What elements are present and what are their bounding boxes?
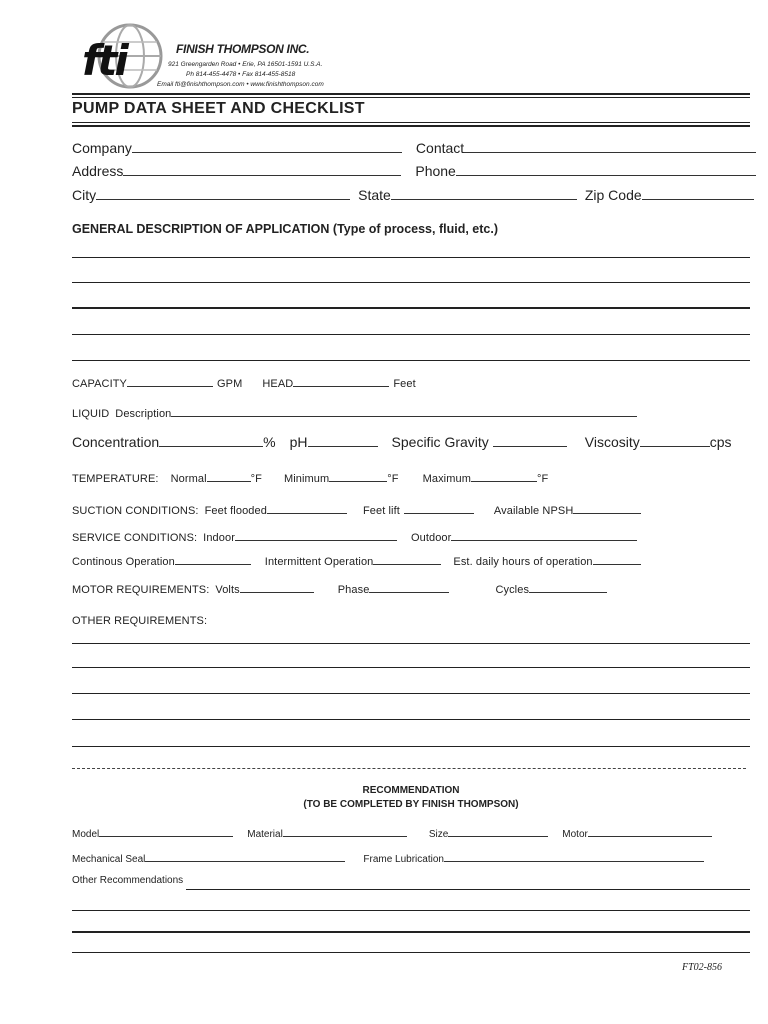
title-top-rule — [72, 93, 750, 95]
other-requirements-label: OTHER REQUIREMENTS: — [72, 615, 208, 627]
description-line-5[interactable] — [72, 360, 750, 361]
other-recommendations-line-3[interactable] — [72, 931, 750, 933]
seal-lubrication-row — [72, 851, 704, 865]
phase-field[interactable] — [369, 582, 449, 593]
description-line-1[interactable] — [72, 257, 750, 258]
other-requirements-line-4[interactable] — [72, 719, 750, 720]
intermittent-label: Intermittent Operation — [264, 556, 374, 569]
state-field[interactable] — [391, 186, 577, 200]
feet-lift-field[interactable] — [404, 503, 474, 514]
head-field[interactable] — [293, 376, 389, 387]
viscosity-field[interactable] — [640, 433, 710, 447]
operation-row — [72, 554, 641, 568]
zip-field[interactable] — [642, 186, 754, 200]
daily-hours-field[interactable] — [593, 554, 641, 565]
mechanical-seal-field[interactable] — [145, 851, 345, 862]
liquid-description-label: Description — [115, 408, 172, 421]
title-top-rule-thin — [72, 97, 750, 98]
other-recommendations-label: Other Recommendations — [72, 875, 184, 886]
address-label: Address — [72, 163, 124, 180]
other-recommendations-line-1[interactable] — [186, 889, 750, 890]
ph-field[interactable] — [308, 433, 378, 447]
liquid-properties-row — [72, 433, 750, 450]
temperature-label: TEMPERATURE: — [72, 473, 159, 486]
company-contact-row — [72, 139, 750, 156]
model-label: Model — [72, 828, 100, 840]
npsh-field[interactable] — [573, 503, 641, 514]
feet-flooded-field[interactable] — [267, 503, 347, 514]
normal-label: Normal — [170, 473, 207, 486]
model-field[interactable] — [99, 826, 233, 837]
head-unit: Feet — [393, 378, 416, 391]
other-requirements-line-5[interactable] — [72, 746, 750, 747]
recommendation-subheading: (TO BE COMPLETED BY FINISH THOMPSON) — [303, 799, 519, 810]
address-field[interactable] — [123, 162, 401, 176]
volts-field[interactable] — [240, 582, 314, 593]
company-field[interactable] — [132, 139, 402, 153]
npsh-label: Available NPSH — [493, 505, 574, 518]
specific-gravity-label: Specific Gravity — [391, 434, 489, 451]
specific-gravity-field[interactable] — [493, 433, 567, 447]
size-field[interactable] — [448, 826, 548, 837]
cycles-label: Cycles — [495, 584, 530, 597]
description-line-2[interactable] — [72, 282, 750, 283]
company-phone: Ph 814-455-4478 • Fax 814-455-8518 — [186, 71, 296, 78]
description-line-3[interactable] — [72, 307, 750, 309]
normal-unit: °F — [250, 473, 262, 486]
motor-row — [72, 582, 607, 596]
volts-label: Volts — [215, 584, 240, 597]
maximum-unit: °F — [536, 473, 549, 486]
suction-row — [72, 503, 641, 517]
capacity-field[interactable] — [127, 376, 213, 387]
recommendation-heading: RECOMMENDATION — [362, 785, 460, 796]
minimum-temp-field[interactable] — [329, 471, 387, 482]
liquid-row — [72, 406, 637, 420]
other-requirements-line-1[interactable] — [72, 643, 750, 644]
cycles-field[interactable] — [529, 582, 607, 593]
outdoor-label: Outdoor — [410, 532, 452, 545]
phase-label: Phase — [337, 584, 370, 597]
head-label: HEAD — [262, 378, 294, 391]
company-address: 921 Greengarden Road • Erie, PA 16501-1591 U.S.A. — [168, 61, 323, 68]
description-line-4[interactable] — [72, 334, 750, 335]
maximum-temp-field[interactable] — [471, 471, 537, 482]
city-state-zip-row — [72, 186, 750, 203]
liquid-description-field[interactable] — [171, 406, 637, 417]
maximum-label: Maximum — [422, 473, 471, 486]
service-label: SERVICE CONDITIONS: — [72, 532, 198, 545]
normal-temp-field[interactable] — [207, 471, 251, 482]
feet-lift-label: Feet lift — [362, 505, 400, 518]
suction-label: SUCTION CONDITIONS: — [72, 505, 199, 518]
concentration-field[interactable] — [159, 433, 263, 447]
temperature-row — [72, 471, 548, 485]
concentration-label: Concentration — [72, 434, 160, 451]
contact-label: Contact — [415, 140, 465, 157]
motor-rec-label: Motor — [562, 828, 588, 840]
motor-label: MOTOR REQUIREMENTS: — [72, 584, 210, 597]
size-label: Size — [428, 828, 449, 840]
frame-lubrication-label: Frame Lubrication — [363, 853, 444, 865]
city-field[interactable] — [96, 186, 350, 200]
outdoor-field[interactable] — [451, 530, 637, 541]
company-name: FINISH THOMPSON INC. — [176, 42, 310, 56]
zip-label: Zip Code — [584, 187, 642, 204]
title-bottom-rule — [72, 122, 750, 123]
phone-field[interactable] — [456, 162, 756, 176]
continuous-label: Continous Operation — [72, 556, 175, 569]
material-field[interactable] — [283, 826, 407, 837]
ph-label: pH — [289, 434, 308, 451]
capacity-label: CAPACITY — [72, 378, 127, 391]
contact-field[interactable] — [464, 139, 756, 153]
service-row — [72, 530, 637, 544]
material-label: Material — [247, 828, 283, 840]
company-email: Email fti@finishthompson.com • www.finishthompson.com — [157, 81, 324, 88]
motor-rec-field[interactable] — [588, 826, 712, 837]
feet-flooded-label: Feet flooded — [204, 505, 267, 518]
viscosity-unit: cps — [709, 434, 732, 451]
mechanical-seal-label: Mechanical Seal — [72, 853, 146, 865]
capacity-unit: GPM — [217, 378, 243, 391]
concentration-unit: % — [263, 434, 276, 451]
minimum-unit: °F — [387, 473, 399, 486]
address-phone-row — [72, 162, 750, 179]
phone-label: Phone — [415, 163, 456, 180]
title-bottom-rule-thick — [72, 125, 750, 127]
model-row — [72, 826, 712, 840]
dashed-separator — [72, 768, 746, 769]
viscosity-label: Viscosity — [584, 434, 640, 451]
daily-hours-label: Est. daily hours of operation — [453, 556, 593, 569]
logo-wordmark: fti — [82, 36, 126, 85]
form-code: FT02-856 — [682, 962, 722, 973]
other-requirements-line-3[interactable] — [72, 693, 750, 694]
page-title: PUMP DATA SHEET AND CHECKLIST — [72, 100, 365, 117]
indoor-field[interactable] — [235, 530, 397, 541]
state-label: State — [358, 187, 391, 204]
minimum-label: Minimum — [283, 473, 330, 486]
frame-lubrication-field[interactable] — [444, 851, 704, 862]
capacity-head-row — [72, 376, 416, 390]
other-requirements-line-2[interactable] — [72, 667, 750, 668]
other-recommendations-line-2[interactable] — [72, 910, 750, 911]
liquid-label: LIQUID — [72, 408, 110, 421]
other-recommendations-line-4[interactable] — [72, 952, 750, 953]
city-label: City — [72, 187, 97, 204]
company-label: Company — [72, 140, 132, 157]
intermittent-field[interactable] — [373, 554, 441, 565]
continuous-field[interactable] — [175, 554, 251, 565]
indoor-label: Indoor — [203, 532, 235, 545]
company-logo — [80, 22, 166, 90]
general-description-heading: GENERAL DESCRIPTION OF APPLICATION (Type of process, fluid, etc.) — [72, 222, 498, 236]
